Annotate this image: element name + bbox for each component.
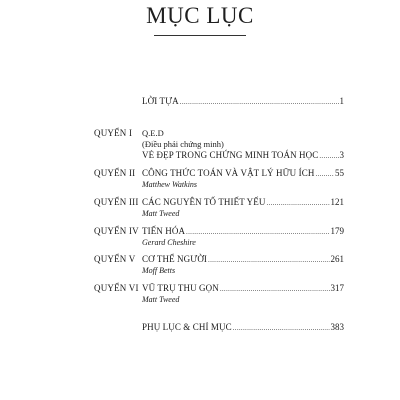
toc-page-number: 1 <box>339 96 344 106</box>
toc-entry-body <box>142 197 344 219</box>
toc-volume-label: QUYỂN VI <box>94 283 139 293</box>
toc-title: PHỤ LỤC & CHỈ MỤC <box>142 322 232 332</box>
toc-entry-body <box>142 254 344 276</box>
toc-page-number: 55 <box>335 168 344 178</box>
toc-line <box>142 197 344 208</box>
toc-line <box>142 168 344 179</box>
toc-page-number: 261 <box>330 254 344 264</box>
dot-leader <box>186 227 329 238</box>
toc-page-number: 317 <box>330 283 344 293</box>
toc-author: Matt Tweed <box>142 295 180 304</box>
dot-leader <box>319 151 338 162</box>
toc-author: Gerard Cheshire <box>142 238 196 247</box>
toc-entry-body <box>142 128 344 161</box>
dot-leader <box>315 169 334 180</box>
toc-subtitle: (Điều phải chứng minh) <box>142 139 224 149</box>
toc-line <box>142 96 344 107</box>
page-title: MỤC LỤC <box>146 3 254 28</box>
toc-title-line1: Q.E.D <box>142 128 164 138</box>
title-underline <box>154 35 246 36</box>
toc-line <box>142 322 344 333</box>
toc-line <box>142 283 344 294</box>
toc-entry-body <box>142 226 344 248</box>
toc-volume-label: QUYỂN IV <box>94 226 139 236</box>
toc-title: TIẾN HÓA <box>142 226 186 236</box>
dot-leader <box>220 284 330 295</box>
toc-volume-label: QUYỂN I <box>94 128 133 138</box>
toc-author: Matthew Watkins <box>142 180 198 189</box>
toc-volume-label: QUYỂN III <box>94 197 139 207</box>
toc-author: Matt Tweed <box>142 209 180 218</box>
toc-title: CÔNG THỨC TOÁN VÀ VẬT LÝ HỮU ÍCH <box>142 168 315 178</box>
toc-entry-body <box>142 96 344 107</box>
toc-title: CÁC NGUYÊN TỐ THIẾT YẾU <box>142 197 266 207</box>
toc-title: LỜI TỰA <box>142 96 179 106</box>
toc-entry-body <box>142 168 344 190</box>
dot-leader <box>208 255 329 266</box>
toc-line <box>142 254 344 265</box>
toc-title: CƠ THỂ NGƯỜI <box>142 254 208 264</box>
toc-page-number: 3 <box>339 150 344 160</box>
toc-entry-body <box>142 283 344 305</box>
dot-leader <box>266 198 329 209</box>
toc-page-number: 179 <box>330 226 344 236</box>
toc-volume-label: QUYỂN V <box>94 254 136 264</box>
toc-line <box>142 150 344 161</box>
toc-title: VẺ ĐẸP TRONG CHỨNG MINH TOÁN HỌC <box>142 150 319 160</box>
dot-leader <box>233 323 330 334</box>
dot-leader <box>180 97 339 108</box>
toc-page-number: 383 <box>330 322 344 332</box>
toc-page-number: 121 <box>330 197 344 207</box>
toc-title: VŨ TRỤ THU GỌN <box>142 283 219 293</box>
toc-volume-label: QUYỂN II <box>94 168 136 178</box>
toc-line <box>142 226 344 237</box>
toc-entry-body <box>142 322 344 333</box>
toc-author: Moff Betts <box>142 266 176 275</box>
